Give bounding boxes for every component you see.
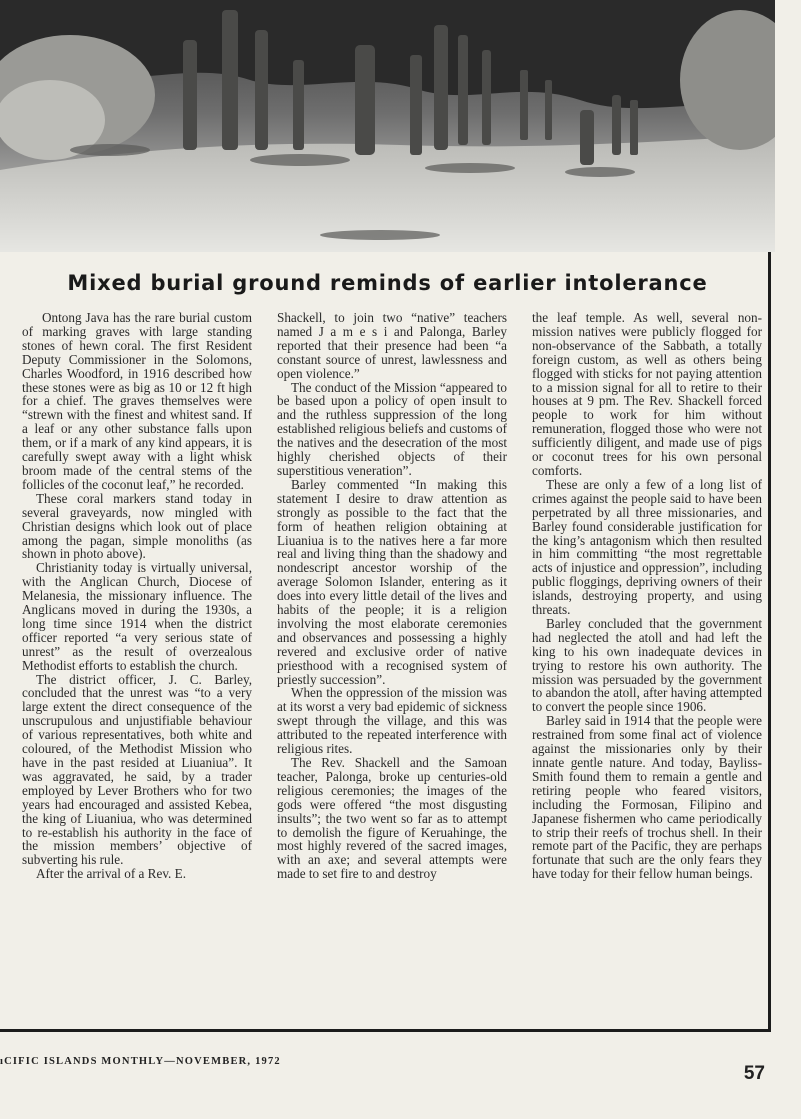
paragraph: The conduct of the Mission “appeared to be based upon a policy of open insult to and the ruthless suppression of the long established religious beliefs and customs of the natives and the desecration of the most highly cherished objects of their superstitious veneration”. bbox=[277, 379, 507, 478]
graveyard-photo bbox=[0, 0, 775, 252]
paragraph: After the arrival of a Rev. E. bbox=[36, 866, 187, 882]
paragraph: These are only a few of a long list of crimes against the people said to have been perpetrated by all three missionaries, and Barley found considerable justification for the king’s antagonism which then resulted in him committing “the most regrettable acts of injustice and oppression”, including public floggings, depriving owners of their islands, destroying property, and using threats. bbox=[532, 476, 762, 618]
paragraph: These coral markers stand today in several graveyards, now mingled with Christian designs which look out of place among the pagan, simple monoliths (as shown in photo above). bbox=[22, 490, 252, 562]
paragraph: When the oppression of the mission was at its worst a very bad epidemic of sickness swept through the village, and this was attributed to the repeated interference with religious rites. bbox=[277, 685, 507, 757]
article-column-3 bbox=[532, 311, 762, 1023]
paragraph: The Rev. Shackell and the Samoan teacher, Palonga, broke up centuries-old religious ceremonies; the images of the gods were offered “the most disgusting insults”; the two went so far as to attempt to demolish the figure of Keruahinge, the most highly revered of the sacred images, with an axe; and several attempts were made to set fire to and destroy bbox=[277, 755, 507, 882]
paragraph: Barley said in 1914 that the people were restrained from some final act of violence against the missionaries only by their innate gentle nature. And today, Bayliss-Smith found them to remain a gentle and retiring people who feared visitors, including the Formosan, Filipino and Japanese fishermen who came periodically to strip their reefs of trochus shell. In their remote part of the Pacific, they are perhaps fortunate that such are the only fears they have today for their fellow human beings. bbox=[532, 713, 762, 882]
paragraph: Barley concluded that the government had neglected the atoll and had left the king to his own inadequate devices in trying to restore his own authority. The mission was persuaded by the government to abandon the atoll, after having attempted to convert the people since 1906. bbox=[532, 615, 762, 715]
publication-footer: ıCIFIC ISLANDS MONTHLY—NOVEMBER, 1972 bbox=[0, 1056, 281, 1067]
graveyard-photo-image bbox=[0, 0, 775, 252]
article-column-2 bbox=[277, 311, 507, 1023]
article-column-1 bbox=[22, 311, 252, 1023]
paragraph: Christianity today is virtually universal, with the Anglican Church, Diocese of Melanesia, the missionary influence. The Anglicans moved in during the 1930s, a long time since 1914 when the district officer reported “a very serious state of unrest” as the result of overzealous Methodist efforts to establish the church. bbox=[22, 560, 252, 673]
paragraph: The district officer, J. C. Barley, concluded that the unrest was “to a very large extent the direct consequence of the unscrupulous and unjustifiable behaviour of various representatives, both white and coloured, of the Methodist Mission who have in the past resided at Liuaniua”. It was aggravated, he said, by a trader employed by Lever Brothers who for two years had encouraged and assisted Kebea, the king of Liuaniua, who was determined to re-establish his authority in the face of the mission members’ objective of subverting his rule. bbox=[22, 671, 252, 868]
page-number: 57 bbox=[743, 1063, 765, 1084]
paragraph: Shackell, to join two “native” teachers named J a m e s i and Palonga, Barley reported that their presence had been “a constant source of unrest, lawlessness and open violence.” bbox=[277, 311, 507, 381]
article-body bbox=[22, 311, 762, 1023]
paragraph: the leaf temple. As well, several non-mission natives were publicly flogged for non-observance of the Sabbath, a totally foreign custom, as well as others being flogged with sticks for not paying attention to a mission signal for all to retire to their houses at 9 pm. The Rev. Shackell forced people to work for him without remuneration, flogged those who were not sufficiently diligent, and made use of pigs or coconut trees for his own personal comforts. bbox=[532, 311, 762, 478]
article-headline: Mixed burial ground reminds of earlier intolerance bbox=[67, 271, 708, 295]
paragraph: Barley commented “In making this statement I desire to draw attention as strongly as possible to the fact that the form of heathen religion obtaining at Liuaniua is to the natives here a far more real and living thing than the shadowy and nondescript ancestor worship of the average Solomon Islander, entering as it does into every little detail of the lives and habits of the people; it is a religion involving the most elaborate ceremonies and observances and possessing a highly revered and exclusive order of native priesthood with a recognised system of priestly succession”. bbox=[277, 476, 507, 687]
paragraph: Ontong Java has the rare burial custom of marking graves with large standing stones of hewn coral. The first Resident Deputy Commissioner in the Solomons, Charles Woodford, in 1916 described how these stones were as big as 10 or 12 ft high for a chief. The graves themselves were “strewn with the finest and whitest sand. If a leaf or any other substance falls upon them, or if a mark of any kind appears, it is carefully swept away with a light whisk broom made of the central stems of the follicles of the coconut leaf,” he recorded. bbox=[22, 311, 252, 492]
